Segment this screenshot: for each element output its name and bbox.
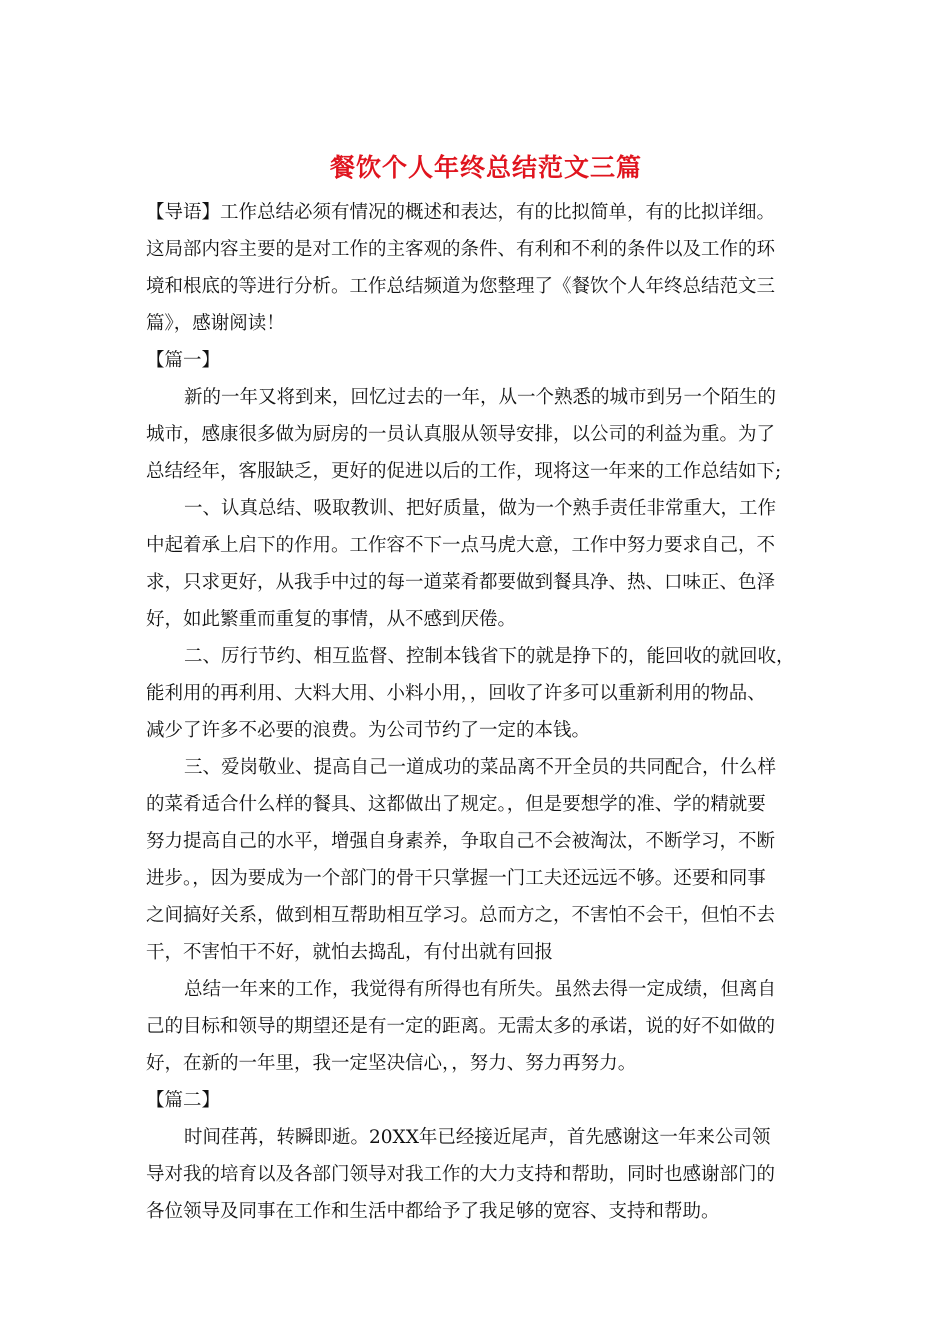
text-line: 境和根底的等进行分析。工作总结频道为您整理了《餐饮个人年终总结范文三 bbox=[146, 276, 776, 297]
text-line: 减少了许多不必要的浪费。为公司节约了一定的本钱。 bbox=[146, 720, 591, 741]
document-title: 餐饮个人年终总结范文三篇 bbox=[329, 153, 642, 182]
text-line: 新的一年又将到来，回忆过去的一年，从一个熟悉的城市到另一个陌生的 bbox=[184, 387, 777, 408]
text-line: 二、厉行节约、相互监督、控制本钱省下的就是挣下的，能回收的就回收， bbox=[184, 646, 795, 667]
text-line: 进步。，因为要成为一个部门的骨干只掌握一门工夫还远远不够。还要和同事 bbox=[146, 868, 766, 889]
document-page bbox=[146, 150, 826, 1230]
text-line: 篇》，感谢阅读！ bbox=[146, 313, 285, 334]
text-line: 好，如此繁重而重复的事情，从不感到厌倦。 bbox=[146, 609, 517, 630]
text-line: 的菜肴适合什么样的餐具、这都做出了规定。，但是要想学的准、学的精就要 bbox=[146, 794, 766, 815]
text-line: 总结一年来的工作，我觉得有所得也有所失。虽然去得一定成绩，但离自 bbox=[184, 979, 777, 1000]
text-line: 三、爱岗敬业、提高自己一道成功的菜品离不开全员的共同配合，什么样 bbox=[184, 757, 777, 778]
text-line: 努力提高自己的水平，增强自身素养，争取自己不会被淘汰，不断学习，不断 bbox=[146, 831, 776, 852]
text-line: 各位领导及同事在工作和生活中都给予了我足够的宽容、支持和帮助。 bbox=[146, 1201, 720, 1222]
text-line: 干，不害怕干不好，就怕去捣乱，有付出就有回报 bbox=[146, 942, 554, 963]
text-line: 求，只求更好，从我手中过的每一道菜肴都要做到餐具净、热、口味正、色泽 bbox=[146, 572, 776, 593]
text-line: 这局部内容主要的是对工作的主客观的条件、有利和不利的条件以及工作的环 bbox=[146, 239, 776, 260]
text-line: 【篇二】 bbox=[146, 1090, 221, 1111]
text-line: 总结经年，客服缺乏，更好的促进以后的工作，现将这一年来的工作总结如下; bbox=[146, 461, 782, 482]
document-body bbox=[146, 194, 826, 1230]
text-line: 好，在新的一年里，我一定坚决信心，，努力、努力再努力。 bbox=[146, 1053, 637, 1074]
text-line: 城市，感康很多做为厨房的一员认真服从领导安排，以公司的利益为重。为了 bbox=[146, 424, 776, 445]
text-line: 之间搞好关系，做到相互帮助相互学习。总而方之，不害怕不会干，但怕不去 bbox=[146, 905, 776, 926]
text-line: 【篇一】 bbox=[146, 350, 221, 371]
text-line: 己的目标和领导的期望还是有一定的距离。无需太多的承诺，说的好不如做的 bbox=[146, 1016, 776, 1037]
text-line: 一、认真总结、吸取教训、把好质量，做为一个熟手责任非常重大，工作 bbox=[184, 498, 777, 519]
text-line: 能利用的再利用、大料大用、小料小用，，回收了许多可以重新利用的物品、 bbox=[146, 683, 766, 704]
text-line: 【导语】工作总结必须有情况的概述和表达，有的比拟简单，有的比拟详细。 bbox=[146, 202, 776, 223]
text-line: 导对我的培育以及各部门领导对我工作的大力支持和帮助，同时也感谢部门的 bbox=[146, 1164, 776, 1185]
text-line: 中起着承上启下的作用。工作容不下一点马虎大意，工作中努力要求自己，不 bbox=[146, 535, 776, 556]
text-line: 时间荏苒，转瞬即逝。20XX年已经接近尾声，首先感谢这一年来公司领 bbox=[184, 1127, 771, 1148]
